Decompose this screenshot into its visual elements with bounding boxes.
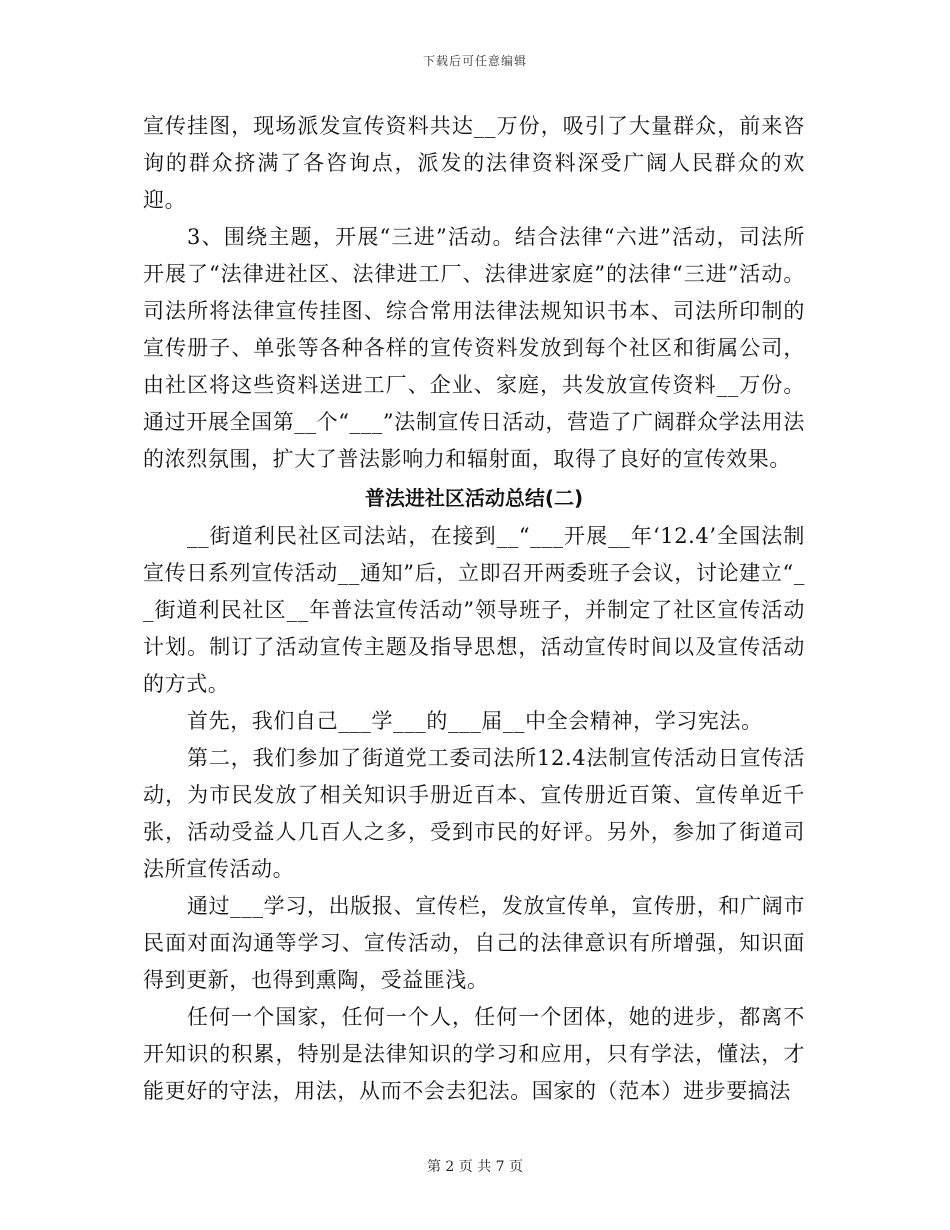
body-paragraph: 通过___学习，出版报、宣传栏，发放宣传单，宣传册，和广阔市民面对面沟通等学习、宣传活动，自己的法律意识有所增强，知识面得到更新，也得到熏陶，受益匪浅。	[143, 894, 805, 992]
body-paragraph: 宣传挂图，现场派发宣传资料共达__万份，吸引了大量群众，前来咨询的群众挤满了各咨询点，派发的法律资料深受广阔人民群众的欢迎。	[143, 114, 805, 212]
body-paragraph: 3、围绕主题，开展“三进”活动。结合法律“六进”活动，司法所开展了“法律进社区、法律进工厂、法律进家庭”的法律“三进”活动。司法所将法律宣传挂图、综合常用法律法规知识书本、司法所印制的宣传册子、单张等各种各样的宣传资料发放到每个社区和街属公司，由社区将这些资料送进工厂、企业、家庭，共发放宣传资料__万份。通过开展全国第__个“___”法制宣传日活动，营造了广阔群众学法用法的浓烈氛围，扩大了普法影响力和辐射面，取得了良好的宣传效果。	[143, 225, 805, 471]
page-number: 第 2 页 共 7 页	[426, 1159, 524, 1175]
body-paragraph: 任何一个国家，任何一个人，任何一个团体，她的进步，都离不开知识的积累，特别是法律知识的学习和应用，只有学法，懂法，才能更好的守法，用法，从而不会去犯法。国家的（范本）进步要搞法	[143, 1005, 805, 1103]
body-paragraph: 第二，我们参加了街道党工委司法所12.4法制宣传活动日宣传活动，为市民发放了相关知识手册近百本、宣传册近百策、宣传单近千张，活动受益人几百人之多，受到市民的好评。另外，参加了街道司法所宣传活动。	[143, 746, 805, 881]
body-paragraph: 首先，我们自己___学___的___届__中全会精神，学习宪法。	[187, 709, 763, 733]
document-body	[143, 108, 805, 1110]
section-title: 普法进社区活动总结(二)	[364, 486, 584, 510]
body-paragraph: __街道利民社区司法站，在接到__“___开展__年‘12.4’全国法制宣传日系列宣传活动__通知”后，立即召开两委班子会议，讨论建立“__街道利民社区__年普法宣传活动”领导班子，并制定了社区宣传活动计划。制订了活动宣传主题及指导思想，活动宣传时间以及宣传活动的方式。	[143, 524, 805, 696]
page-header: 下载后可任意编辑	[422, 54, 527, 68]
